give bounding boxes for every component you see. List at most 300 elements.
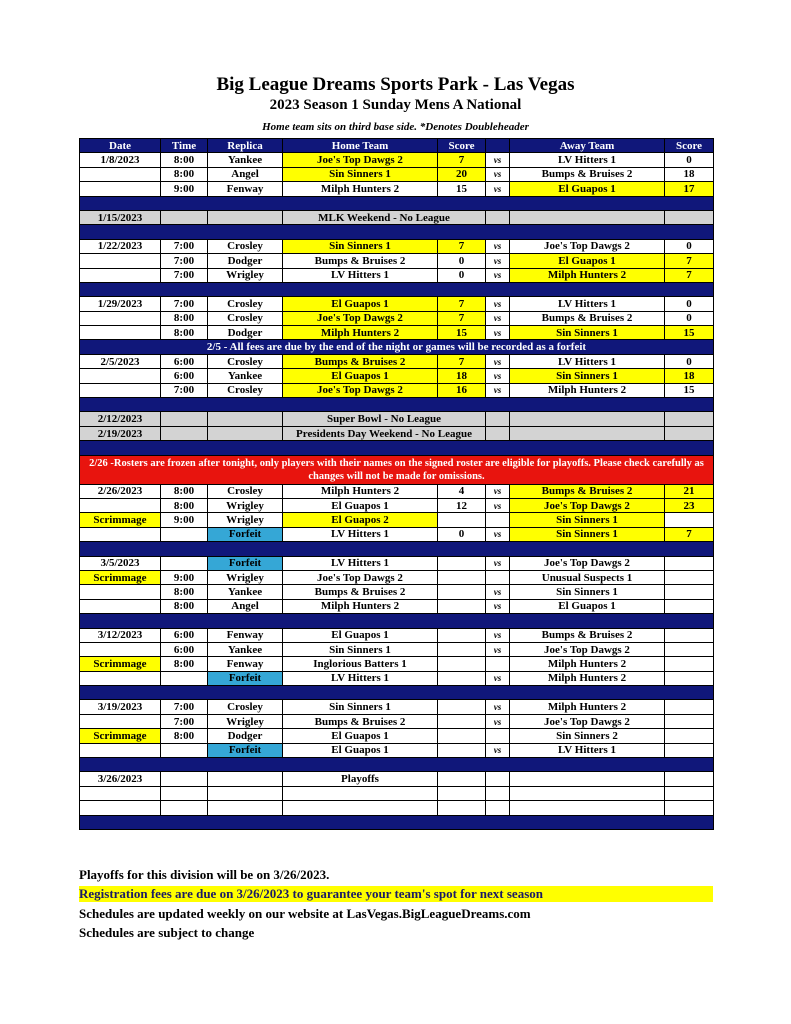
- vs-cell: vs: [486, 599, 510, 613]
- time-cell: 8:00: [161, 311, 208, 325]
- away-team-cell: Milph Hunters 2: [510, 700, 665, 714]
- empty-cell: [486, 412, 510, 426]
- no-league-label: Presidents Day Weekend - No League: [283, 426, 486, 440]
- home-team-cell: El Guapos 2: [283, 513, 438, 527]
- away-team-cell: [510, 772, 665, 786]
- date-cell: [80, 268, 161, 282]
- vs-cell: vs: [486, 182, 510, 196]
- game-row: [80, 527, 714, 541]
- game-row: [80, 786, 714, 800]
- game-row: [80, 268, 714, 282]
- away-score-cell: 18: [665, 167, 714, 181]
- vs-cell: [486, 772, 510, 786]
- roster-freeze-notice: [80, 455, 714, 484]
- date-cell: [80, 585, 161, 599]
- game-row: [80, 671, 714, 685]
- no-league-label: MLK Weekend - No League: [283, 210, 486, 224]
- time-cell: 8:00: [161, 599, 208, 613]
- time-cell: 8:00: [161, 657, 208, 671]
- home-score-cell: [438, 642, 486, 656]
- away-score-cell: [665, 801, 714, 815]
- time-cell: 9:00: [161, 513, 208, 527]
- separator-cell: [80, 225, 714, 239]
- away-score-cell: 7: [665, 527, 714, 541]
- separator-cell: [80, 441, 714, 455]
- away-team-cell: [510, 786, 665, 800]
- away-team-cell: LV Hitters 1: [510, 153, 665, 167]
- empty-cell: [665, 412, 714, 426]
- home-team-cell: Milph Hunters 2: [283, 484, 438, 498]
- date-cell: [80, 527, 161, 541]
- home-team-cell: Sin Sinners 1: [283, 167, 438, 181]
- game-row: [80, 383, 714, 397]
- home-team-cell: LV Hitters 1: [283, 671, 438, 685]
- replica-cell: Crosley: [208, 239, 283, 253]
- separator-row: [80, 398, 714, 412]
- home-score-cell: [438, 599, 486, 613]
- replica-cell: Crosley: [208, 311, 283, 325]
- away-score-cell: [665, 628, 714, 642]
- home-score-cell: 7: [438, 239, 486, 253]
- time-cell: 7:00: [161, 254, 208, 268]
- home-team-cell: [283, 801, 438, 815]
- time-cell: 6:00: [161, 642, 208, 656]
- date-cell: [80, 743, 161, 757]
- vs-cell: vs: [486, 326, 510, 340]
- date-cell: 2/26/2023: [80, 484, 161, 498]
- empty-cell: [665, 426, 714, 440]
- away-score-cell: [665, 556, 714, 570]
- away-team-cell: Sin Sinners 2: [510, 729, 665, 743]
- vs-cell: vs: [486, 527, 510, 541]
- replica-cell: Crosley: [208, 354, 283, 368]
- time-cell: 8:00: [161, 729, 208, 743]
- empty-cell: [486, 426, 510, 440]
- separator-row: [80, 282, 714, 296]
- time-cell: [161, 743, 208, 757]
- home-score-cell: [438, 729, 486, 743]
- away-score-cell: 17: [665, 182, 714, 196]
- away-score-cell: 0: [665, 239, 714, 253]
- away-score-cell: 15: [665, 326, 714, 340]
- away-score-cell: 18: [665, 369, 714, 383]
- vs-cell: vs: [486, 239, 510, 253]
- empty-cell: [510, 412, 665, 426]
- away-team-cell: El Guapos 1: [510, 599, 665, 613]
- date-cell: 3/19/2023: [80, 700, 161, 714]
- footer-registration-note: Registration fees are due on 3/26/2023 to guarantee your team's spot for next season: [79, 886, 713, 902]
- away-team-cell: Joe's Top Dawgs 2: [510, 556, 665, 570]
- away-team-cell: Sin Sinners 1: [510, 585, 665, 599]
- empty-cell: [665, 210, 714, 224]
- time-cell: 7:00: [161, 700, 208, 714]
- vs-cell: vs: [486, 628, 510, 642]
- away-score-cell: 0: [665, 153, 714, 167]
- vs-cell: vs: [486, 311, 510, 325]
- time-cell: 8:00: [161, 498, 208, 512]
- home-team-cell: El Guapos 1: [283, 628, 438, 642]
- away-score-cell: [665, 714, 714, 728]
- home-team-cell: El Guapos 1: [283, 498, 438, 512]
- game-row: [80, 743, 714, 757]
- date-cell: [80, 599, 161, 613]
- vs-cell: vs: [486, 354, 510, 368]
- home-score-cell: 7: [438, 311, 486, 325]
- page-title: Big League Dreams Sports Park - Las Vegas: [216, 74, 575, 95]
- vs-cell: vs: [486, 671, 510, 685]
- game-row: [80, 153, 714, 167]
- separator-cell: [80, 758, 714, 772]
- empty-cell: [161, 210, 208, 224]
- empty-cell: [161, 412, 208, 426]
- vs-cell: vs: [486, 498, 510, 512]
- empty-cell: [510, 426, 665, 440]
- home-team-cell: Bumps & Bruises 2: [283, 254, 438, 268]
- replica-cell: Yankee: [208, 153, 283, 167]
- replica-cell: Crosley: [208, 383, 283, 397]
- home-team-cell: El Guapos 1: [283, 729, 438, 743]
- away-team-cell: Unusual Suspects 1: [510, 570, 665, 584]
- date-cell: Scrimmage: [80, 729, 161, 743]
- game-row: [80, 182, 714, 196]
- replica-cell: Wrigley: [208, 714, 283, 728]
- replica-cell: Wrigley: [208, 570, 283, 584]
- game-row: [80, 585, 714, 599]
- no-league-row: [80, 210, 714, 224]
- game-row: [80, 772, 714, 786]
- home-team-cell: [283, 786, 438, 800]
- separator-cell: [80, 686, 714, 700]
- vs-cell: [486, 786, 510, 800]
- time-cell: [161, 772, 208, 786]
- home-score-cell: [438, 628, 486, 642]
- separator-cell: [80, 196, 714, 210]
- date-cell: 3/26/2023: [80, 772, 161, 786]
- no-league-row: [80, 412, 714, 426]
- away-score-cell: [665, 729, 714, 743]
- home-score-cell: [438, 714, 486, 728]
- home-team-cell: LV Hitters 1: [283, 268, 438, 282]
- home-team-cell: Bumps & Bruises 2: [283, 354, 438, 368]
- vs-cell: [486, 729, 510, 743]
- separator-row: [80, 225, 714, 239]
- date-cell: 2/5/2023: [80, 354, 161, 368]
- game-row: [80, 628, 714, 642]
- home-score-cell: 0: [438, 254, 486, 268]
- home-score-cell: [438, 657, 486, 671]
- away-team-cell: Bumps & Bruises 2: [510, 628, 665, 642]
- home-score-cell: [438, 585, 486, 599]
- home-score-cell: 15: [438, 182, 486, 196]
- date-cell: [80, 786, 161, 800]
- date-cell: [80, 311, 161, 325]
- game-row: [80, 642, 714, 656]
- replica-cell: Angel: [208, 599, 283, 613]
- home-team-cell: Milph Hunters 2: [283, 599, 438, 613]
- home-score-cell: [438, 671, 486, 685]
- vs-cell: vs: [486, 254, 510, 268]
- empty-cell: [208, 210, 283, 224]
- date-cell: [80, 671, 161, 685]
- footer-playoffs-note: Playoffs for this division will be on 3/26/2023.: [79, 867, 330, 882]
- replica-cell: Crosley: [208, 297, 283, 311]
- game-row: [80, 657, 714, 671]
- replica-cell: Yankee: [208, 369, 283, 383]
- date-cell: [80, 254, 161, 268]
- no-league-label: Super Bowl - No League: [283, 412, 486, 426]
- date-cell: [80, 383, 161, 397]
- time-cell: 7:00: [161, 268, 208, 282]
- home-score-cell: 16: [438, 383, 486, 397]
- away-score-cell: [665, 570, 714, 584]
- replica-cell: Dodger: [208, 326, 283, 340]
- date-cell: [80, 326, 161, 340]
- away-team-cell: [510, 801, 665, 815]
- away-team-cell: Milph Hunters 2: [510, 268, 665, 282]
- home-team-cell: Sin Sinners 1: [283, 642, 438, 656]
- time-cell: [161, 801, 208, 815]
- home-team-cell: Bumps & Bruises 2: [283, 585, 438, 599]
- away-team-cell: Milph Hunters 2: [510, 383, 665, 397]
- no-league-row: [80, 426, 714, 440]
- home-team-cell: Bumps & Bruises 2: [283, 714, 438, 728]
- away-team-cell: LV Hitters 1: [510, 354, 665, 368]
- home-team-cell: Milph Hunters 2: [283, 326, 438, 340]
- replica-cell: Crosley: [208, 484, 283, 498]
- game-row: [80, 297, 714, 311]
- away-score-cell: [665, 657, 714, 671]
- home-score-cell: [438, 556, 486, 570]
- schedule-note: Home team sits on third base side. *Denotes Doubleheader: [262, 121, 529, 133]
- game-row: [80, 354, 714, 368]
- date-cell: 2/12/2023: [80, 412, 161, 426]
- home-team-cell: LV Hitters 1: [283, 527, 438, 541]
- home-team-cell: Sin Sinners 1: [283, 239, 438, 253]
- date-cell: [80, 801, 161, 815]
- away-team-cell: Sin Sinners 1: [510, 326, 665, 340]
- home-team-cell: Sin Sinners 1: [283, 700, 438, 714]
- date-cell: Scrimmage: [80, 657, 161, 671]
- away-team-cell: Joe's Top Dawgs 2: [510, 642, 665, 656]
- away-score-cell: [665, 700, 714, 714]
- home-score-cell: [438, 513, 486, 527]
- separator-cell: [80, 282, 714, 296]
- table-header: [80, 139, 714, 153]
- time-cell: 7:00: [161, 297, 208, 311]
- away-score-cell: 0: [665, 354, 714, 368]
- away-team-cell: Milph Hunters 2: [510, 657, 665, 671]
- away-score-cell: 0: [665, 297, 714, 311]
- replica-cell: Wrigley: [208, 498, 283, 512]
- replica-cell: Dodger: [208, 254, 283, 268]
- column-header: Home Team: [283, 139, 438, 153]
- vs-cell: vs: [486, 167, 510, 181]
- away-score-cell: [665, 772, 714, 786]
- home-team-cell: El Guapos 1: [283, 369, 438, 383]
- replica-cell: [208, 786, 283, 800]
- notice-text: 2/5 - All fees are due by the end of the night or games will be recorded as a forfeit: [80, 340, 714, 354]
- separator-row: [80, 614, 714, 628]
- date-cell: 1/8/2023: [80, 153, 161, 167]
- game-row: [80, 254, 714, 268]
- away-team-cell: LV Hitters 1: [510, 743, 665, 757]
- home-team-cell: Joe's Top Dawgs 2: [283, 153, 438, 167]
- game-row: [80, 326, 714, 340]
- replica-cell: Yankee: [208, 585, 283, 599]
- column-header: Score: [438, 139, 486, 153]
- game-row: [80, 498, 714, 512]
- time-cell: 7:00: [161, 714, 208, 728]
- time-cell: [161, 671, 208, 685]
- time-cell: [161, 786, 208, 800]
- away-score-cell: 23: [665, 498, 714, 512]
- empty-cell: [208, 412, 283, 426]
- column-header: Replica: [208, 139, 283, 153]
- time-cell: 6:00: [161, 628, 208, 642]
- vs-cell: vs: [486, 383, 510, 397]
- game-row: [80, 801, 714, 815]
- home-team-cell: Milph Hunters 2: [283, 182, 438, 196]
- home-score-cell: 18: [438, 369, 486, 383]
- away-team-cell: Bumps & Bruises 2: [510, 167, 665, 181]
- date-cell: 2/19/2023: [80, 426, 161, 440]
- away-score-cell: [665, 786, 714, 800]
- vs-cell: vs: [486, 700, 510, 714]
- home-team-cell: El Guapos 1: [283, 743, 438, 757]
- away-score-cell: 0: [665, 311, 714, 325]
- away-team-cell: El Guapos 1: [510, 254, 665, 268]
- separator-cell: [80, 815, 714, 829]
- separator-cell: [80, 398, 714, 412]
- away-team-cell: Joe's Top Dawgs 2: [510, 498, 665, 512]
- away-score-cell: [665, 642, 714, 656]
- time-cell: 6:00: [161, 354, 208, 368]
- home-team-cell: LV Hitters 1: [283, 556, 438, 570]
- vs-cell: vs: [486, 556, 510, 570]
- date-cell: 1/29/2023: [80, 297, 161, 311]
- time-cell: 9:00: [161, 570, 208, 584]
- separator-row: [80, 686, 714, 700]
- home-score-cell: 7: [438, 297, 486, 311]
- time-cell: 8:00: [161, 484, 208, 498]
- game-row: [80, 311, 714, 325]
- replica-cell: Fenway: [208, 657, 283, 671]
- away-score-cell: [665, 513, 714, 527]
- vs-cell: vs: [486, 297, 510, 311]
- footer-change-note: Schedules are subject to change: [79, 925, 255, 940]
- column-header: Date: [80, 139, 161, 153]
- empty-cell: [161, 426, 208, 440]
- game-row: [80, 484, 714, 498]
- date-cell: [80, 642, 161, 656]
- separator-cell: [80, 542, 714, 556]
- separator-row: [80, 542, 714, 556]
- date-cell: Scrimmage: [80, 513, 161, 527]
- replica-cell: Yankee: [208, 642, 283, 656]
- away-team-cell: Joe's Top Dawgs 2: [510, 714, 665, 728]
- home-score-cell: [438, 801, 486, 815]
- empty-cell: [208, 426, 283, 440]
- away-team-cell: LV Hitters 1: [510, 297, 665, 311]
- time-cell: 8:00: [161, 326, 208, 340]
- away-score-cell: [665, 743, 714, 757]
- home-score-cell: 7: [438, 153, 486, 167]
- separator-row: [80, 196, 714, 210]
- game-row: [80, 167, 714, 181]
- footer-website-note: Schedules are updated weekly on our website at LasVegas.BigLeagueDreams.com: [79, 906, 531, 921]
- replica-cell: Fenway: [208, 182, 283, 196]
- home-score-cell: [438, 570, 486, 584]
- replica-cell: Forfeit: [208, 743, 283, 757]
- home-score-cell: 0: [438, 527, 486, 541]
- date-cell: [80, 498, 161, 512]
- home-score-cell: 20: [438, 167, 486, 181]
- game-row: [80, 556, 714, 570]
- home-score-cell: [438, 700, 486, 714]
- replica-cell: Forfeit: [208, 527, 283, 541]
- away-team-cell: Sin Sinners 1: [510, 513, 665, 527]
- separator-cell: [80, 614, 714, 628]
- separator-row: [80, 815, 714, 829]
- home-score-cell: [438, 786, 486, 800]
- away-score-cell: [665, 585, 714, 599]
- home-score-cell: 15: [438, 326, 486, 340]
- home-team-cell: Joe's Top Dawgs 2: [283, 311, 438, 325]
- date-cell: 3/12/2023: [80, 628, 161, 642]
- column-header: Away Team: [510, 139, 665, 153]
- home-team-cell: Joe's Top Dawgs 2: [283, 383, 438, 397]
- game-row: [80, 570, 714, 584]
- notice-text: 2/26 -Rosters are frozen after tonight, only players with their names on the signed roster are eligible for playoffs. Please check carefully as changes will not be made for omissions.: [80, 455, 714, 484]
- away-team-cell: Bumps & Bruises 2: [510, 311, 665, 325]
- page-subtitle: 2023 Season 1 Sunday Mens A National: [269, 97, 522, 113]
- replica-cell: [208, 772, 283, 786]
- home-score-cell: 0: [438, 268, 486, 282]
- home-score-cell: 12: [438, 498, 486, 512]
- home-score-cell: [438, 743, 486, 757]
- date-cell: [80, 182, 161, 196]
- away-score-cell: [665, 671, 714, 685]
- replica-cell: Fenway: [208, 628, 283, 642]
- date-cell: [80, 167, 161, 181]
- vs-cell: vs: [486, 268, 510, 282]
- replica-cell: Wrigley: [208, 513, 283, 527]
- vs-cell: vs: [486, 743, 510, 757]
- vs-cell: vs: [486, 714, 510, 728]
- vs-cell: [486, 657, 510, 671]
- vs-cell: vs: [486, 585, 510, 599]
- vs-cell: vs: [486, 369, 510, 383]
- replica-cell: Forfeit: [208, 556, 283, 570]
- replica-cell: [208, 801, 283, 815]
- column-header: Time: [161, 139, 208, 153]
- vs-cell: [486, 801, 510, 815]
- column-header: [486, 139, 510, 153]
- home-score-cell: 7: [438, 354, 486, 368]
- fees-notice: [80, 340, 714, 354]
- schedule-table: [79, 138, 714, 830]
- home-score-cell: [438, 772, 486, 786]
- away-team-cell: Milph Hunters 2: [510, 671, 665, 685]
- column-header: Score: [665, 139, 714, 153]
- away-team-cell: El Guapos 1: [510, 182, 665, 196]
- away-score-cell: [665, 599, 714, 613]
- away-team-cell: Sin Sinners 1: [510, 527, 665, 541]
- separator-row: [80, 441, 714, 455]
- away-team-cell: Joe's Top Dawgs 2: [510, 239, 665, 253]
- away-score-cell: 7: [665, 268, 714, 282]
- vs-cell: vs: [486, 153, 510, 167]
